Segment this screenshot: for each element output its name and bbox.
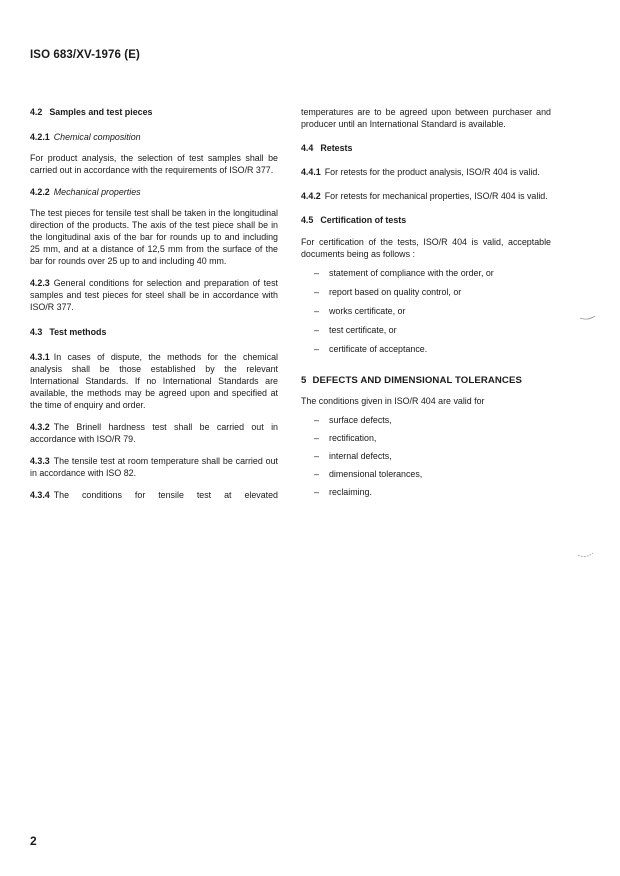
section-body: For retests for the product analysis, ISO/R 404 is valid. — [324, 167, 540, 177]
dash-bullet: – — [314, 487, 319, 497]
list-item-text: certificate of acceptance. — [329, 344, 428, 354]
continuation-text: temperatures are to be agreed upon between purchaser and producer until an International Standard is available. — [301, 107, 551, 129]
section-4-2-2-heading — [30, 186, 278, 198]
defects-list — [301, 414, 551, 498]
section-4-2-heading — [30, 106, 278, 118]
section-4-5-intro: For certification of the tests, ISO/R 404 is valid, acceptable documents being as follows : — [301, 237, 551, 259]
section-5-intro: The conditions given in ISO/R 404 are valid for — [301, 396, 485, 406]
list-item-text: report based on quality control, or — [329, 287, 462, 297]
dash-bullet: – — [314, 415, 319, 425]
list-item-text: dimensional tolerances, — [329, 469, 423, 479]
list-item — [301, 450, 551, 462]
section-number: 4.2 — [30, 107, 43, 117]
section-body: For retests for mechanical properties, ISO/R 404 is valid. — [324, 191, 548, 201]
list-item-text: reclaiming. — [329, 487, 372, 497]
document-header: ISO 683/XV-1976 (E) — [30, 49, 140, 61]
section-number: 5 — [301, 375, 307, 386]
section-body: The conditions for tensile test at elevated — [53, 490, 278, 500]
section-4-2-1-text: For product analysis, the selection of test samples shall be carried out in accordance with the requirements of ISO/R 377. — [30, 153, 278, 175]
section-number: 4.5 — [301, 215, 314, 225]
section-number: 4.4.2 — [301, 191, 321, 201]
section-4-4-1-text — [301, 166, 551, 178]
section-title: Mechanical properties — [53, 187, 141, 197]
list-item-text: internal defects, — [329, 451, 392, 461]
section-4-5-heading — [301, 214, 551, 226]
section-number: 4.3.1 — [30, 352, 50, 362]
section-4-3-2-text — [30, 421, 278, 445]
section-title: Retests — [320, 143, 353, 153]
section-4-4-heading — [301, 142, 551, 154]
section-number: 4.2.3 — [30, 278, 50, 288]
list-item — [301, 468, 551, 480]
list-item-text: works certificate, or — [329, 306, 406, 316]
section-number: 4.3.3 — [30, 456, 50, 466]
section-4-3-heading — [30, 326, 278, 338]
list-item — [301, 343, 551, 355]
section-5-heading — [301, 375, 551, 387]
scan-mark-bottom — [576, 550, 596, 560]
list-item-text: surface defects, — [329, 415, 392, 425]
section-body: The Brinell hardness test shall be carried out in accordance with ISO/R 79. — [30, 422, 278, 444]
page-number: 2 — [30, 834, 37, 848]
dash-bullet: – — [314, 306, 319, 316]
section-4-2-2-text: The test pieces for tensile test shall be taken in the longitudinal direction of the products. The axis of the test piece shall be in the longitudinal axis of the bar for rounds up to and including 25 mm, and at a distance of 12,5 mm from the surface of the bar for rounds over 25 up to and including 40 mm. — [30, 208, 278, 266]
section-number: 4.3.2 — [30, 422, 50, 432]
list-item — [301, 324, 551, 336]
dash-bullet: – — [314, 451, 319, 461]
section-title: DEFECTS AND DIMENSIONAL TOLERANCES — [312, 375, 522, 386]
list-item — [301, 432, 551, 444]
left-column — [30, 106, 278, 501]
dash-bullet: – — [314, 325, 319, 335]
section-number: 4.3 — [30, 327, 43, 337]
list-item — [301, 414, 551, 426]
section-number: 4.2.2 — [30, 187, 50, 197]
dash-bullet: – — [314, 469, 319, 479]
section-title: Chemical composition — [53, 132, 141, 142]
section-number: 4.4 — [301, 143, 314, 153]
section-number: 4.2.1 — [30, 132, 50, 142]
dash-bullet: – — [314, 287, 319, 297]
section-body: The tensile test at room temperature shall be carried out in accordance with ISO 82. — [30, 456, 278, 478]
section-body: In cases of dispute, the methods for the chemical analysis shall be those established by the relevant International Standards. If no International Standards are available, the methods may be agreed upon and specified at the time of enquiry and order. — [30, 352, 278, 410]
list-item — [301, 286, 551, 298]
section-body: General conditions for selection and preparation of test samples and test pieces for steel shall be in accordance with ISO/R 377. — [30, 278, 278, 312]
scan-mark-top — [578, 312, 598, 322]
section-4-3-3-text — [30, 455, 278, 479]
section-number: 4.3.4 — [30, 490, 50, 500]
dash-bullet: – — [314, 268, 319, 278]
list-item — [301, 267, 551, 279]
section-4-2-3-text — [30, 277, 278, 313]
list-item — [301, 305, 551, 317]
section-number: 4.4.1 — [301, 167, 321, 177]
list-item-text: test certificate, or — [329, 325, 397, 335]
list-item-text: statement of compliance with the order, or — [329, 268, 494, 278]
section-title: Certification of tests — [320, 215, 407, 225]
section-4-3-1-text — [30, 351, 278, 411]
right-column — [301, 106, 551, 498]
list-item-text: rectification, — [329, 433, 377, 443]
section-4-4-2-text — [301, 190, 551, 202]
section-4-3-4-text — [30, 489, 278, 501]
section-title: Samples and test pieces — [49, 107, 153, 117]
list-item — [301, 486, 551, 498]
section-4-2-1-heading — [30, 131, 278, 143]
certificate-list — [301, 267, 551, 355]
dash-bullet: – — [314, 433, 319, 443]
section-title: Test methods — [49, 327, 107, 337]
dash-bullet: – — [314, 344, 319, 354]
